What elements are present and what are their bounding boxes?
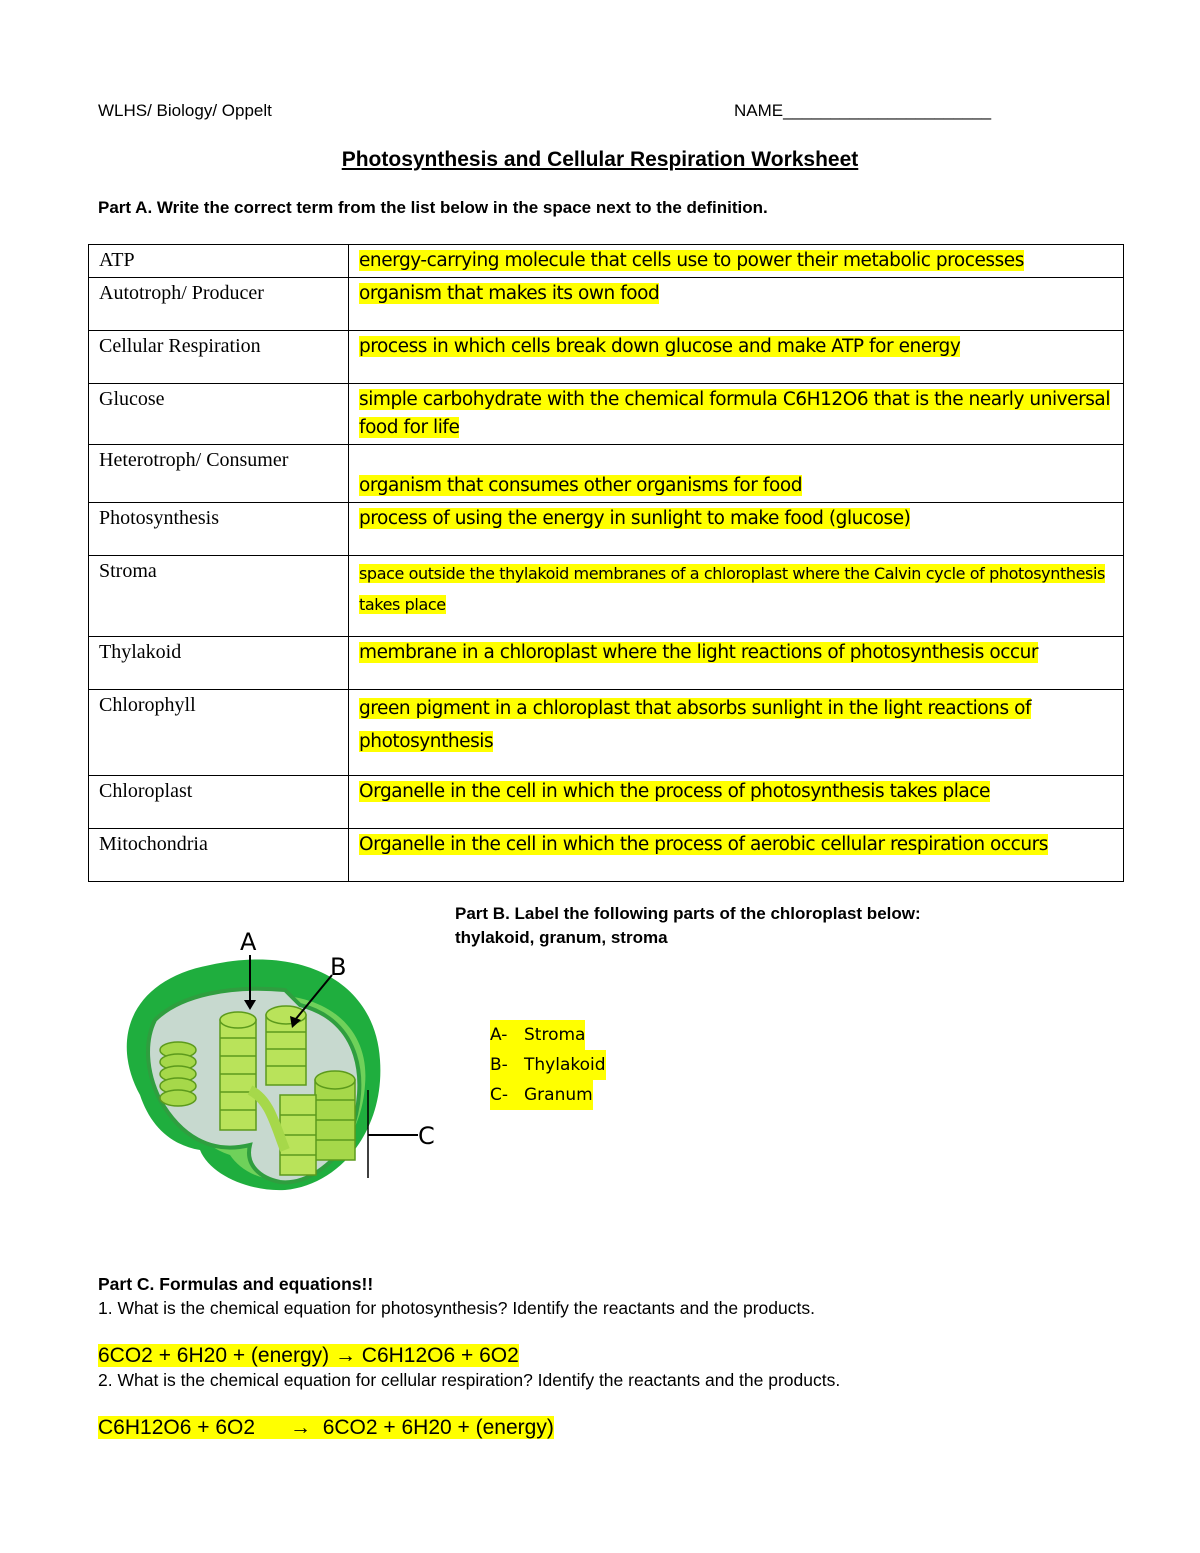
list-item [490, 1050, 606, 1080]
part-a-instruction: Part A. Write the correct term from the list below in the space next to the definition. [98, 198, 768, 217]
equation-photosynthesis: 6CO2 + 6H20 + (energy) → C6H12O6 + 6O2 [98, 1344, 519, 1367]
answer-2 [98, 1416, 840, 1440]
term-cell: Cellular Respiration [89, 331, 349, 384]
definition-cell [349, 556, 1124, 637]
granum-stack [266, 1006, 306, 1085]
table-row [89, 331, 1124, 384]
definition-text: space outside the thylakoid membranes of a chloroplast where the Calvin cycle of photosynthesis takes place [359, 564, 1105, 614]
answer-value: Thylakoid [524, 1050, 606, 1080]
answer-1 [98, 1344, 840, 1368]
table-row [89, 503, 1124, 556]
term-cell: Autotroph/ Producer [89, 278, 349, 331]
definition-cell [349, 331, 1124, 384]
definitions-table [88, 244, 1124, 882]
definition-cell [349, 278, 1124, 331]
name-blank: ______________________ [783, 101, 992, 120]
definition-text: process of using the energy in sunlight to make food (glucose) [359, 508, 911, 529]
list-item [490, 1080, 606, 1110]
list-item [490, 1020, 606, 1050]
granum-stack [315, 1071, 355, 1160]
definition-text: organism that makes its own food [359, 283, 660, 304]
part-b-line2: thylakoid, granum, stroma [455, 928, 668, 947]
part-c [98, 1272, 840, 1440]
granum-stack [160, 1042, 196, 1106]
term-cell: Mitochondria [89, 829, 349, 882]
granum-stack [280, 1095, 316, 1175]
label-answers [490, 1020, 606, 1110]
name-field [734, 101, 991, 121]
equation-gap [255, 1416, 290, 1439]
table-row [89, 278, 1124, 331]
answer-value: Stroma [524, 1020, 585, 1050]
table-row [89, 384, 1124, 445]
diagram-label-b: B [330, 953, 347, 981]
definition-cell [349, 445, 1124, 503]
term-cell: Chlorophyll [89, 690, 349, 776]
definition-cell [349, 829, 1124, 882]
definition-cell [349, 384, 1124, 445]
table-row [89, 445, 1124, 503]
term-cell: Heterotroph/ Consumer [89, 445, 349, 503]
table-row [89, 556, 1124, 637]
definition-text: Organelle in the cell in which the process of aerobic cellular respiration occurs [359, 834, 1048, 855]
part-b-instruction [455, 902, 921, 950]
question-1: 1. What is the chemical equation for photosynthesis? Identify the reactants and the products. [98, 1298, 815, 1318]
term-cell: Chloroplast [89, 776, 349, 829]
definition-cell [349, 690, 1124, 776]
table-row [89, 690, 1124, 776]
table-row [89, 776, 1124, 829]
definition-text: simple carbohydrate with the chemical formula C6H12O6 that is the nearly universal food for life [359, 389, 1111, 438]
answer-value: Granum [524, 1080, 593, 1110]
definition-cell [349, 245, 1124, 278]
definition-text: Organelle in the cell in which the process of photosynthesis takes place [359, 781, 990, 802]
question-2: 2. What is the chemical equation for cellular respiration? Identify the reactants and the products. [98, 1370, 841, 1390]
definition-cell [349, 637, 1124, 690]
definition-text: green pigment in a chloroplast that absorbs sunlight in the light reactions of photosynthesis [359, 698, 1032, 752]
equation-respiration-left: C6H12O6 + 6O2 [98, 1416, 256, 1439]
definition-text: membrane in a chloroplast where the light reactions of photosynthesis occur [359, 642, 1039, 663]
definition-text: energy-carrying molecule that cells use to power their metabolic processes [359, 250, 1024, 271]
term-cell: Thylakoid [89, 637, 349, 690]
table-row [89, 245, 1124, 278]
granum-stack [220, 1012, 256, 1130]
page-title: Photosynthesis and Cellular Respiration Worksheet [341, 148, 859, 171]
answer-key: B- [490, 1050, 524, 1080]
term-cell: Photosynthesis [89, 503, 349, 556]
equation-respiration-right: → 6CO2 + 6H20 + (energy) [290, 1416, 554, 1439]
term-cell: ATP [89, 245, 349, 278]
definition-cell [349, 776, 1124, 829]
answer-key: A- [490, 1020, 524, 1050]
answer-key: C- [490, 1080, 524, 1110]
term-cell: Stroma [89, 556, 349, 637]
diagram-label-c: C [418, 1122, 435, 1150]
definition-text: process in which cells break down glucose and make ATP for energy [359, 336, 961, 357]
course-header: WLHS/ Biology/ Oppelt [98, 101, 272, 120]
equation-respiration [98, 1416, 554, 1439]
definition-text: organism that consumes other organisms for food [359, 475, 802, 496]
term-cell: Glucose [89, 384, 349, 445]
table-row [89, 637, 1124, 690]
part-b-line1: Part B. Label the following parts of the chloroplast below: [455, 904, 921, 923]
definition-cell [349, 503, 1124, 556]
chloroplast-diagram [100, 920, 445, 1205]
table-row [89, 829, 1124, 882]
name-label: NAME [734, 101, 784, 120]
diagram-label-a: A [240, 928, 257, 956]
part-c-heading: Part C. Formulas and equations!! [98, 1274, 374, 1294]
